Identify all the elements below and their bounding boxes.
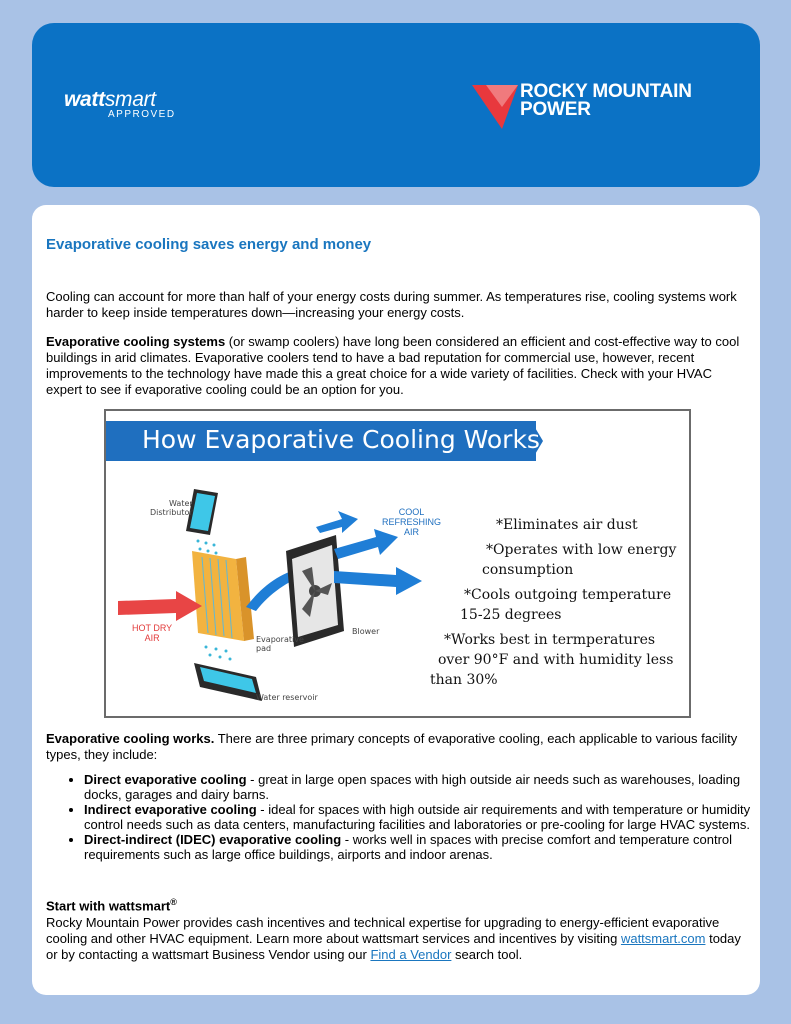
header-banner — [32, 23, 760, 187]
how-it-works-figure — [104, 409, 691, 718]
start-heading: Start with wattsmart® — [46, 897, 177, 914]
cooler-diagram — [106, 471, 446, 711]
rmp-line1: ROCKY MOUNTAIN — [520, 81, 692, 102]
wattsmart-word-light: smart — [104, 88, 156, 111]
approved-label: APPROVED — [108, 109, 176, 120]
article-title: Evaporative cooling saves energy and money — [46, 236, 372, 253]
systems-text: (or swamp coolers) have long been considered an efficient and cost-effective way to cool buildings in arid climates. Evaporative coolers tend to have a bad reputation for commercial use, however, recent improvements to the technology have made this a great choice for a wide variety of facilities. Check with your HVAC expert to see if evaporative cooling could be an option for you. — [46, 334, 740, 397]
start-paragraph: Rocky Mountain Power provides cash incentives and technical expertise for upgrading to energy-efficient evaporative cooling and other HVAC equipment. Learn more about wattsmart services and incentives by visiting wattsmart.com today or by contacting a wattsmart Business Vendor using our Find a Vendor search tool. — [46, 915, 741, 962]
rmp-wordmark — [520, 83, 692, 119]
benefit-temperature: *Cools outgoing temperature 15-25 degrees — [460, 587, 672, 623]
intro-paragraph: Cooling can account for more than half of your energy costs during summer. As temperatures rise, cooling systems work harder to keep inside temperatures down—increasing your energy costs. — [46, 289, 737, 320]
concepts-list — [66, 772, 774, 862]
wattsmart-wordmark — [64, 89, 176, 111]
wattsmart-approved-logo — [64, 89, 176, 120]
rocky-mountain-power-logo — [472, 83, 732, 131]
evaporative-pad-label: Evaporative pad — [256, 635, 304, 653]
hot-air-label: HOT DRY AIR — [132, 623, 173, 643]
rmp-flag-icon — [472, 83, 522, 131]
benefit-dust: *Eliminates air dust — [496, 517, 638, 533]
find-a-vendor-link[interactable]: Find a Vendor — [370, 947, 452, 962]
figure-title: How Evaporative Cooling Works — [142, 425, 540, 454]
works-paragraph — [46, 731, 746, 763]
list-item: • Direct evaporative cooling - great in large open spaces with high outside air needs such as warehouses, loading docks, garages and dairy barns. — [84, 772, 774, 802]
list-item: • Indirect evaporative cooling - ideal for spaces with high outside air requirements and with temperature or humidity control needs such as data centers, manufacturing facilities and laboratories or pre-cooling for large HVAC systems. — [84, 802, 774, 832]
works-text: There are three primary concepts of evaporative cooling, each applicable to various facility types, they include: — [46, 731, 738, 762]
systems-paragraph — [46, 334, 746, 398]
systems-bold: Evaporative cooling systems — [46, 334, 226, 349]
water-reservoir-label: Water reservoir — [256, 693, 318, 702]
rmp-line2: POWER — [520, 99, 591, 120]
wattsmart-link[interactable]: wattsmart.com — [620, 931, 706, 946]
blower-label: Blower — [352, 627, 380, 636]
water-distributor-label: Water Distributor — [150, 499, 193, 517]
benefit-energy: *Operates with low energy consumption — [482, 542, 677, 578]
content-card — [32, 205, 760, 995]
works-bold: Evaporative cooling works. — [46, 731, 215, 746]
cool-air-arrow-3 — [316, 511, 358, 533]
cool-air-label: COOL REFRESHING AIR — [382, 507, 442, 537]
benefit-climate: *Works best in termperatures over 90°F and with humidity less than 30% — [430, 632, 674, 688]
cool-air-arrow-1 — [334, 567, 422, 595]
list-item: • Direct-indirect (IDEC) evaporative cooling - works well in spaces with precise comfort and temperature control requirements such as large office buildings, airports and indoor arenas. — [84, 832, 774, 862]
wattsmart-word-bold: watt — [64, 88, 105, 111]
hot-air-arrow — [118, 591, 202, 621]
